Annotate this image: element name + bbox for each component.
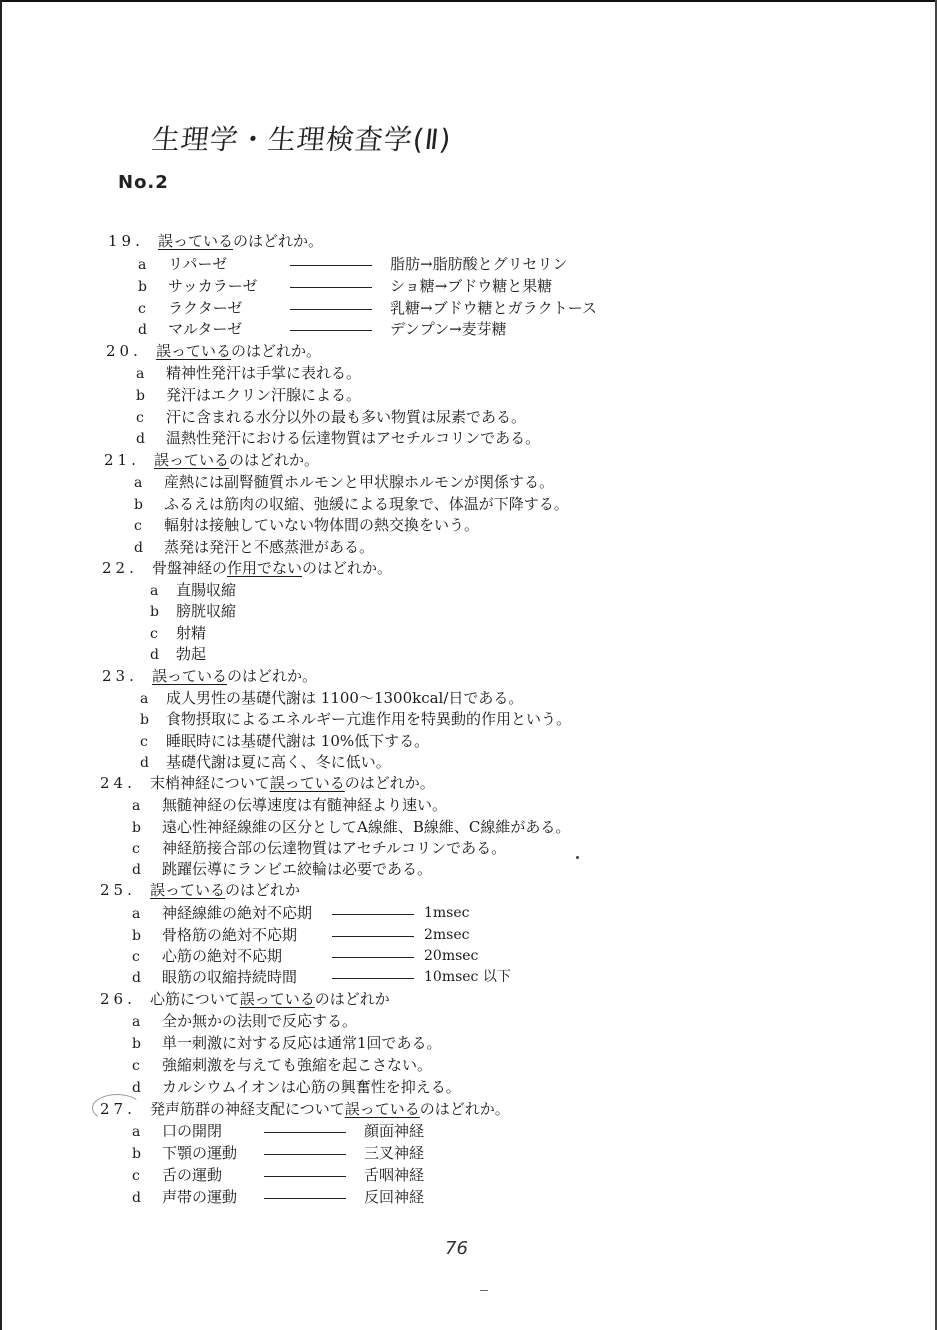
question-underlined: 作用でない [227, 559, 303, 577]
choice-letter: b [136, 388, 145, 404]
choice-letter: d [132, 1080, 141, 1096]
choice-text: 基礎代謝は夏に高く、冬に低い。 [166, 753, 391, 771]
question-23 [102, 666, 317, 686]
choice-letter: c [132, 949, 140, 965]
choice-19a [138, 254, 568, 275]
choice-24a [132, 795, 447, 816]
choice-23c [140, 731, 429, 752]
question-26 [100, 989, 390, 1009]
choice-letter: b [134, 497, 143, 513]
choice-text: 発汗はエクリン汗腺による。 [166, 386, 362, 404]
choice-23a [140, 688, 523, 709]
choice-text: 跳躍伝導にランビエ絞輪は必要である。 [162, 860, 433, 878]
question-underlined: 誤っている [158, 232, 234, 250]
choice-letter: b [132, 928, 141, 944]
question-suffix: のはどれか [314, 990, 390, 1008]
question-prefix: 骨盤神経の [152, 559, 228, 577]
choice-text: 汗に含まれる水分以外の最も多い物質は尿素である。 [166, 408, 527, 426]
choice-25d [132, 967, 511, 988]
dash-line [290, 287, 372, 288]
choice-letter: d [136, 431, 145, 447]
question-24 [100, 773, 435, 793]
choice-text: 蒸発は発汗と不感蒸泄がある。 [164, 538, 375, 556]
question-suffix: のはどれか [225, 881, 301, 899]
question-22 [102, 558, 392, 578]
choice-letter: c [132, 1058, 140, 1074]
choice-text: 無髄神経の伝導速度は有髄神経より速い。 [162, 796, 448, 814]
choice-27a [132, 1121, 425, 1142]
choice-21b [134, 494, 569, 515]
choice-27d [132, 1187, 425, 1208]
choice-letter: a [132, 1124, 141, 1140]
choice-letter: a [132, 798, 141, 814]
choice-20b [136, 385, 361, 406]
dash-line [290, 309, 372, 310]
choice-term: 骨格筋の絶対不応期 [162, 926, 298, 944]
question-number: 21. [104, 451, 140, 469]
scan-speck [480, 1290, 488, 1291]
choice-letter: a [134, 475, 143, 491]
choice-21d [134, 537, 374, 558]
choice-text: 強縮刺激を与えても強縮を起こさない。 [162, 1056, 433, 1074]
question-suffix: のはどれか。 [302, 559, 393, 577]
choice-letter: c [132, 1168, 140, 1184]
dash-line [264, 1132, 346, 1133]
question-19 [108, 231, 323, 251]
choice-term: 心筋の絶対不応期 [162, 947, 283, 965]
choice-term: マルターゼ [168, 320, 243, 338]
handwritten-title: 生理学・生理検査学(Ⅱ) [150, 123, 454, 156]
choice-letter: b [132, 1036, 141, 1052]
choice-text: 単一刺激に対する反応は通常1回である。 [162, 1034, 442, 1052]
question-number: 22. [102, 559, 138, 577]
choice-letter: a [132, 1014, 141, 1030]
question-suffix: のはどれか。 [419, 1100, 510, 1118]
choice-letter: d [132, 1190, 141, 1206]
choice-text: 輻射は接触していない物体間の熱交換をいう。 [164, 516, 480, 534]
choice-text: 膀胱収縮 [176, 602, 237, 620]
choice-letter: b [132, 1146, 141, 1162]
choice-letter: c [150, 626, 158, 642]
choice-term: ラクターゼ [168, 299, 243, 317]
choice-term: 口の開閉 [162, 1122, 223, 1140]
choice-letter: b [140, 712, 149, 728]
dash-line [290, 265, 372, 266]
choice-20d [136, 428, 540, 449]
dash-line [264, 1176, 346, 1177]
question-prefix: 心筋について [150, 990, 240, 1008]
question-suffix: のはどれか。 [231, 342, 322, 360]
choice-term: 神経線維の絶対不応期 [162, 904, 313, 922]
question-underlined: 誤っている [154, 451, 230, 469]
choice-20a [136, 363, 361, 384]
choice-letter: a [136, 366, 145, 382]
choice-20c [136, 407, 526, 428]
choice-26b [132, 1033, 442, 1054]
question-number: 25. [100, 881, 136, 899]
choice-22a [150, 580, 236, 601]
question-number: 19. [108, 232, 144, 250]
choice-letter: d [150, 647, 159, 663]
choice-27c [132, 1165, 425, 1186]
choice-answer: ショ糖→ブドウ糖と果糖 [390, 277, 553, 295]
choice-answer: 2msec [424, 927, 470, 943]
handwritten-number: No.2 [118, 172, 169, 193]
dash-line [332, 936, 414, 937]
choice-21a [134, 472, 554, 493]
choice-term: 眼筋の収縮持続時間 [162, 968, 298, 986]
choice-term: 舌の運動 [162, 1166, 223, 1184]
choice-26a [132, 1011, 357, 1032]
choice-answer: 乳糖→ブドウ糖とガラクトース [390, 299, 597, 317]
choice-text: 食物摂取によるエネルギー亢進作用を特異動的作用という。 [166, 710, 572, 728]
choice-text: 全か無かの法則で反応する。 [162, 1012, 358, 1030]
choice-26c [132, 1055, 432, 1076]
scan-edge-top [0, 0, 937, 2]
choice-text: 射精 [176, 624, 207, 642]
choice-letter: d [134, 540, 143, 556]
choice-letter: d [138, 322, 147, 338]
choice-term: 下顎の運動 [162, 1144, 238, 1162]
question-20 [106, 341, 321, 361]
choice-24c [132, 838, 506, 859]
choice-19d [138, 319, 507, 340]
dash-line [264, 1198, 346, 1199]
question-underlined: 誤っている [156, 342, 232, 360]
choice-answer: 1msec [424, 905, 470, 921]
choice-letter: a [140, 691, 149, 707]
choice-letter: a [150, 583, 159, 599]
choice-letter: b [150, 604, 159, 620]
choice-text: 睡眠時には基礎代謝は 10%低下する。 [166, 732, 430, 750]
choice-letter: d [140, 755, 149, 771]
choice-answer: 三叉神経 [364, 1144, 425, 1162]
choice-letter: b [138, 279, 147, 295]
question-prefix: 発声筋群の神経支配について [150, 1100, 345, 1118]
question-27 [100, 1099, 510, 1119]
question-number: 23. [102, 667, 138, 685]
question-underlined: 誤っている [239, 990, 315, 1008]
question-number: 26. [100, 990, 136, 1008]
choice-answer: 20msec [424, 948, 479, 964]
dash-line [332, 978, 414, 979]
choice-term: 声帯の運動 [162, 1188, 238, 1206]
choice-26d [132, 1077, 461, 1098]
question-25 [100, 880, 300, 900]
question-underlined: 誤っている [150, 881, 226, 899]
choice-23d [140, 752, 391, 773]
choice-19c [138, 298, 597, 319]
choice-19b [138, 276, 553, 297]
choice-25c [132, 946, 479, 967]
question-suffix: のはどれか。 [233, 232, 324, 250]
choice-23b [140, 709, 571, 730]
question-prefix: 末梢神経について [150, 774, 270, 792]
choice-text: ふるえは筋肉の収縮、弛緩による現象で、体温が下降する。 [164, 495, 569, 513]
choice-letter: a [138, 257, 147, 273]
choice-22b [150, 601, 236, 622]
choice-24b [132, 817, 570, 838]
choice-letter: c [138, 301, 146, 317]
choice-letter: b [132, 820, 141, 836]
choice-text: 勃起 [176, 645, 207, 663]
dash-line [332, 957, 414, 958]
choice-letter: a [132, 906, 141, 922]
page-number: 76 [445, 1238, 468, 1259]
question-suffix: のはどれか。 [344, 774, 435, 792]
question-number: 20. [106, 342, 142, 360]
dash-line [264, 1154, 346, 1155]
choice-text: カルシウムイオンは心筋の興奮性を抑える。 [162, 1078, 461, 1096]
question-suffix: のはどれか。 [227, 667, 318, 685]
choice-term: リパーゼ [168, 255, 228, 273]
question-number: 27. [100, 1100, 136, 1118]
choice-letter: c [134, 518, 142, 534]
choice-text: 産熱には副腎髄質ホルモンと甲状腺ホルモンが関係する。 [164, 473, 555, 491]
dash-line [332, 914, 414, 915]
question-21 [104, 450, 319, 470]
question-underlined: 誤っている [344, 1100, 420, 1118]
choice-letter: d [132, 862, 141, 878]
choice-text: 神経筋接合部の伝達物質はアセチルコリンである。 [162, 839, 507, 857]
choice-22c [150, 623, 206, 644]
choice-text: 温熱性発汗における伝達物質はアセチルコリンである。 [166, 429, 541, 447]
question-underlined: 誤っている [269, 774, 345, 792]
choice-answer: 反回神経 [364, 1188, 425, 1206]
choice-text: 遠心性神経線維の区分としてA線維、B線維、C線維がある。 [162, 818, 571, 836]
choice-text: 成人男性の基礎代謝は 1100～1300kcal/日である。 [166, 689, 524, 707]
dash-line [290, 330, 372, 331]
question-suffix: のはどれか。 [229, 451, 320, 469]
choice-answer: 脂肪→脂肪酸とグリセリン [390, 255, 568, 273]
choice-letter: d [132, 970, 141, 986]
choice-text: 直腸収縮 [176, 581, 237, 599]
choice-answer: 舌咽神経 [364, 1166, 425, 1184]
choice-25b [132, 925, 470, 946]
choice-term: サッカラーゼ [168, 277, 258, 295]
scan-speck [576, 856, 579, 859]
choice-letter: c [140, 734, 148, 750]
choice-25a [132, 903, 470, 924]
question-underlined: 誤っている [152, 667, 228, 685]
choice-22d [150, 644, 206, 665]
choice-letter: c [136, 410, 144, 426]
choice-answer: 顔面神経 [364, 1122, 425, 1140]
choice-24d [132, 859, 432, 880]
scan-edge-left [0, 0, 2, 1330]
choice-answer: 10msec 以下 [424, 969, 511, 985]
choice-text: 精神性発汗は手掌に表れる。 [166, 364, 362, 382]
question-number: 24. [100, 774, 136, 792]
choice-letter: c [132, 841, 140, 857]
choice-21c [134, 515, 479, 536]
choice-answer: デンプン→麦芽糖 [390, 320, 507, 338]
choice-27b [132, 1143, 425, 1164]
